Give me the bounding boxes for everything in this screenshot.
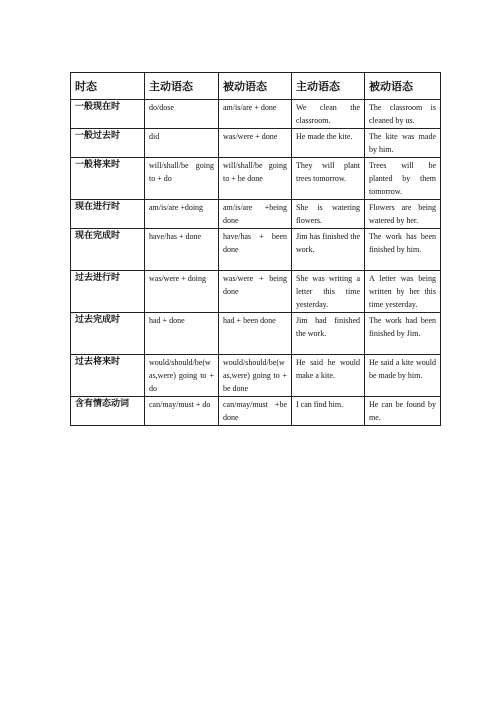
header-active-example: 主动语态 bbox=[292, 73, 365, 100]
tense-cell: 过去将来时 bbox=[71, 355, 145, 397]
passive-example-cell: He said a kite would be made by him. bbox=[365, 355, 441, 397]
tense-cell: 含有情态动词 bbox=[71, 397, 145, 426]
active-example-cell: He said he would make a kite. bbox=[292, 355, 365, 397]
active-form-cell: was/were + doing bbox=[145, 271, 219, 313]
passive-example-cell: Flowers are being watered by her. bbox=[365, 200, 441, 229]
tense-cell: 一般将来时 bbox=[71, 158, 145, 200]
active-form-cell: would/should/be(was,were) going to + do bbox=[145, 355, 219, 397]
active-form-cell: had + done bbox=[145, 313, 219, 355]
active-example-cell: Jim has finished the work. bbox=[292, 229, 365, 271]
voice-tense-table bbox=[70, 72, 441, 426]
active-form-cell: will/shall/be going to + do bbox=[145, 158, 219, 200]
passive-form-cell: can/may/must +be done bbox=[219, 397, 292, 426]
passive-example-cell: A letter was being written by her this time yesterday. bbox=[365, 271, 441, 313]
passive-form-cell: would/should/be(was,were) going to + be done bbox=[219, 355, 292, 397]
active-form-cell: am/is/are +doing bbox=[145, 200, 219, 229]
header-tense: 时态 bbox=[71, 73, 145, 100]
tense-cell: 一般过去时 bbox=[71, 129, 145, 158]
active-example-cell: I can find him. bbox=[292, 397, 365, 426]
active-form-cell: can/may/must + do bbox=[145, 397, 219, 426]
passive-form-cell: am/is/are +being done bbox=[219, 200, 292, 229]
active-example-cell: He made the kite. bbox=[292, 129, 365, 158]
header-active-voice: 主动语态 bbox=[145, 73, 219, 100]
passive-form-cell: had + been done bbox=[219, 313, 292, 355]
passive-form-cell: was/were + being done bbox=[219, 271, 292, 313]
passive-example-cell: The kite was made by him. bbox=[365, 129, 441, 158]
tense-cell: 现在进行时 bbox=[71, 200, 145, 229]
table-row bbox=[71, 397, 441, 426]
active-form-cell: have/has + done bbox=[145, 229, 219, 271]
active-example-cell: They will plant trees tomorrow. bbox=[292, 158, 365, 200]
table-header-row bbox=[71, 73, 441, 100]
passive-form-cell: am/is/are + done bbox=[219, 100, 292, 129]
passive-form-cell: will/shall/be going to + be done bbox=[219, 158, 292, 200]
tense-cell: 过去完成时 bbox=[71, 313, 145, 355]
tense-cell: 一般现在时 bbox=[71, 100, 145, 129]
header-passive-example: 被动语态 bbox=[365, 73, 441, 100]
active-example-cell: She was writing a letter this time yesterday. bbox=[292, 271, 365, 313]
active-form-cell: do/dose bbox=[145, 100, 219, 129]
active-example-cell: Jim had finished the work. bbox=[292, 313, 365, 355]
passive-example-cell: He can be found by me. bbox=[365, 397, 441, 426]
active-example-cell: She is watering flowers. bbox=[292, 200, 365, 229]
tense-cell: 现在完成时 bbox=[71, 229, 145, 271]
table-row bbox=[71, 100, 441, 129]
table-row bbox=[71, 271, 441, 313]
table-row bbox=[71, 313, 441, 355]
passive-example-cell: The classroom is cleaned by us. bbox=[365, 100, 441, 129]
tense-cell: 过去进行时 bbox=[71, 271, 145, 313]
passive-example-cell: The work had been finished by Jim. bbox=[365, 313, 441, 355]
passive-example-cell: Trees will be planted by them tomorrow. bbox=[365, 158, 441, 200]
active-form-cell: did bbox=[145, 129, 219, 158]
table-row bbox=[71, 200, 441, 229]
table-row bbox=[71, 158, 441, 200]
table-row bbox=[71, 355, 441, 397]
passive-form-cell: have/has + been done bbox=[219, 229, 292, 271]
passive-form-cell: was/were + done bbox=[219, 129, 292, 158]
table-row bbox=[71, 129, 441, 158]
table-row bbox=[71, 229, 441, 271]
active-example-cell: We clean the classroom. bbox=[292, 100, 365, 129]
passive-example-cell: The work has been finished by him. bbox=[365, 229, 441, 271]
header-passive-voice: 被动语态 bbox=[219, 73, 292, 100]
